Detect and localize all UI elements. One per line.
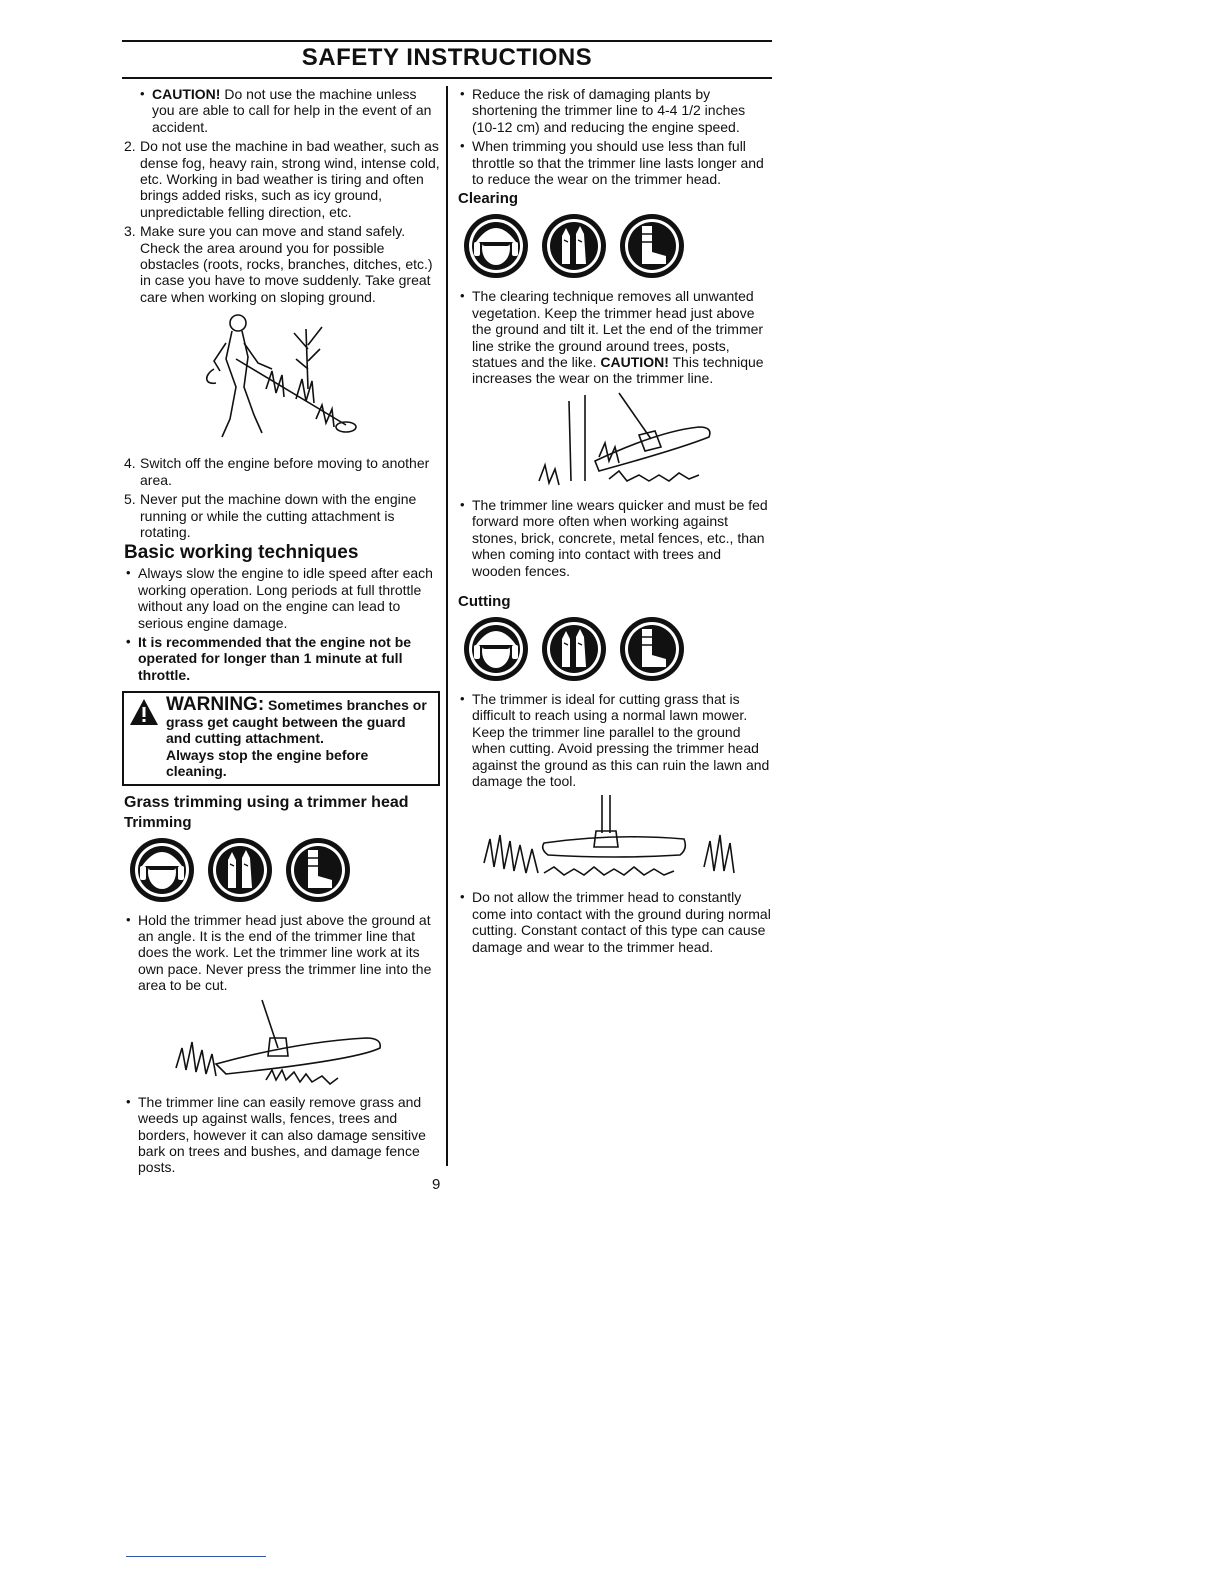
trimming-heading: Trimming [124, 813, 192, 831]
warning-box: WARNING: Sometimes branches or grass get caught between the guard and cutting attachment. Always stop the engine before cleaning. [122, 691, 440, 786]
cutting-ppe-icons [462, 615, 772, 683]
gloves-icon [206, 836, 274, 904]
title-underline [122, 77, 772, 79]
basic-bullet-2: • It is recommended that the engine not be operated for longer than 1 minute at full throttle. [126, 633, 412, 683]
clearing-bullet-1: • The clearing technique removes all unwanted vegetation. Keep the trimmer head just above the ground and tilt it. Let the end of the trimmer line strike the ground around trees, posts, statues and the like. CAUTION! This technique increases the wear on the trimmer line. [460, 288, 764, 387]
helmet-face-icon [462, 212, 530, 280]
operator-trimming-illustration [196, 309, 366, 449]
trimmer-head-angle-illustration [166, 998, 396, 1088]
list-item-3: 3. Make sure you can move and stand safely. Check the area around you for possible obstacles (roots, rocks, branches, ditches, etc.) in case you have to move suddenly. Take great care when working on sloping ground. [124, 223, 433, 305]
right-column [456, 86, 772, 958]
cutting-bullet-1: • The trimmer is ideal for cutting grass that is difficult to reach using a normal lawn mower. Keep the trimmer line parallel to the ground when cutting. Avoid pressing the trimmer head against the ground as this can ruin the lawn and damage the tool. [460, 690, 770, 789]
footer-rule [126, 1556, 266, 1557]
trimming-bullet-2: • The trimmer line can easily remove grass and weeds up against walls, fences, trees and borders, however it can also damage sensitive bark on trees and bushes, and damage fence posts. [126, 1093, 426, 1176]
boots-icon [618, 615, 686, 683]
clearing-ppe-icons [462, 212, 772, 280]
right-bullet-1: • Reduce the risk of damaging plants by shortening the trimmer line to 4-4 1/2 inches (10-12 cm) and reducing the engine speed. [460, 86, 746, 135]
warning-label: WARNING: [166, 694, 265, 716]
grass-trimming-heading: Grass trimming using a trimmer head [124, 793, 409, 811]
basic-techniques-heading: Basic working techniques [124, 542, 359, 564]
left-column [122, 86, 440, 1179]
gloves-icon [540, 615, 608, 683]
page-title: SAFETY INSTRUCTIONS [301, 44, 593, 71]
helmet-face-icon [462, 615, 530, 683]
trimming-ppe-icons [128, 836, 440, 904]
right-bullet-2: • When trimming you should use less than full throttle so that the trimmer line lasts longer and to reduce the wear on the trimmer head. [460, 138, 764, 188]
list-item-4: 4. Switch off the engine before moving to another area. [124, 455, 430, 488]
cutting-heading: Cutting [458, 592, 511, 610]
basic-bullet-1: • Always slow the engine to idle speed after each working operation. Long periods at full throttle without any load on the engine can lead to serious engine damage. [126, 565, 433, 631]
page-number: 9 [432, 1176, 441, 1193]
top-rule [122, 40, 772, 42]
list-item-5: 5. Never put the machine down with the engine running or while the cutting attachment is rotating. [124, 491, 417, 540]
gloves-icon [540, 212, 608, 280]
caution-label: CAUTION! [600, 354, 669, 371]
clearing-bullet-2: • The trimmer line wears quicker and must be fed forward more often when working against stones, brick, concrete, metal fences, etc., than when coming into contact with trees and wooden fences. [460, 496, 768, 579]
caution-label: CAUTION! [152, 86, 221, 102]
clearing-heading: Clearing [458, 190, 519, 208]
helmet-face-icon [128, 836, 196, 904]
trimmer-head-parallel-illustration [474, 793, 754, 883]
warning-triangle-icon [128, 697, 160, 727]
trimming-bullet-1: • Hold the trimmer head just above the ground at an angle. It is the end of the trimmer line that does the work. Let the trimmer line work at its own pace. Never press the trimmer line into the area to be cut. [126, 911, 432, 994]
cutting-bullet-2: • Do not allow the trimmer head to constantly come into contact with the ground during normal cutting. Constant contact of this type can cause damage and wear to the trimmer head. [460, 889, 771, 955]
boots-icon [618, 212, 686, 280]
list-item-2: 2. Do not use the machine in bad weather, such as dense fog, heavy rain, strong wind, intense cold, etc. Working in bad weather is tiring and often brings added risks, such as icy ground, unpredictable felling direction, etc. [124, 138, 440, 220]
boots-icon [284, 836, 352, 904]
warning-instruction: Always stop the engine before cleaning. [166, 746, 369, 780]
caution-item: • CAUTION! Do not use the machine unless you are able to call for help in the event of an accident. [140, 86, 432, 135]
clearing-illustration [499, 391, 729, 491]
column-divider [446, 86, 448, 1166]
